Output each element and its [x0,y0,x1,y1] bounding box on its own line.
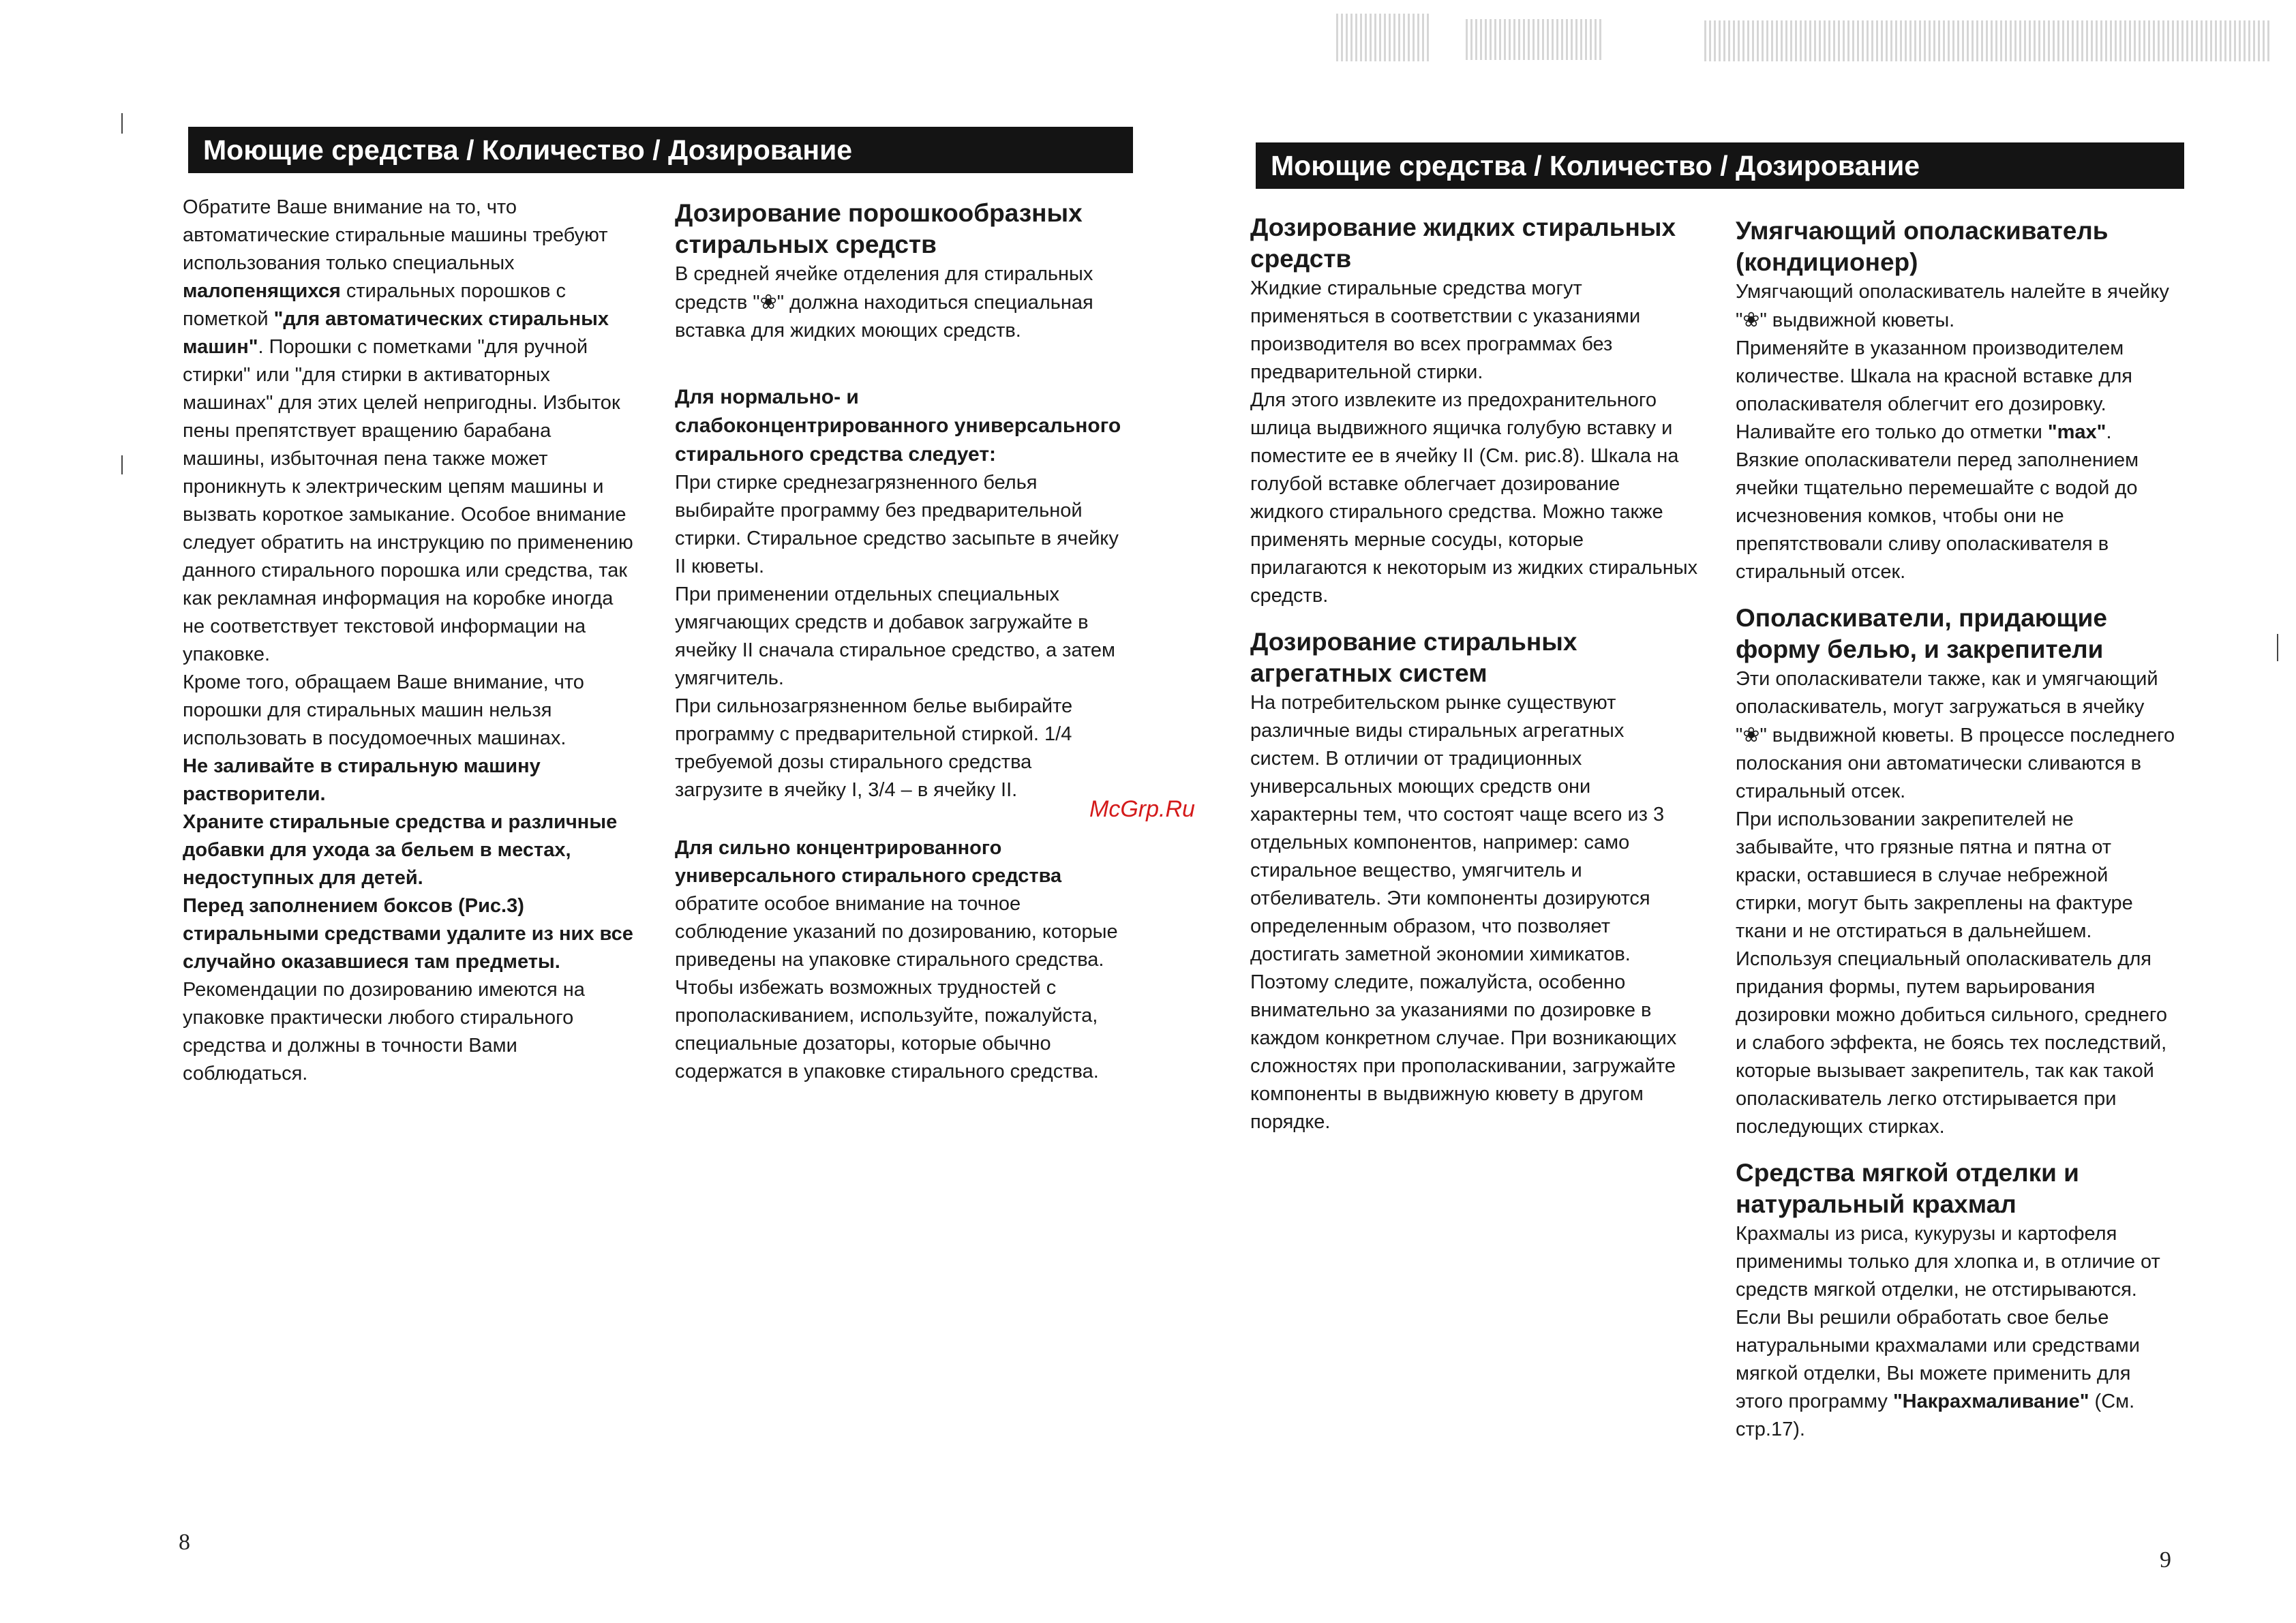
dosing-recommendation: Рекомендации по дозированию имеются на упаковке практически любого стирального средства и должны в точности Вами соблюдаться. [183,979,585,1084]
watermark: McGrp.Ru [1089,796,1195,822]
left-column-2 [675,198,1125,1086]
starch-program-paragraph: Если Вы решили обработать свое белье натуральными крахмалами или средствами мягкой отделки, Вы можете применить для этого программу "Накрахмаливание" (См. стр.17). [1736,1307,2140,1440]
softener-amount-paragraph: Применяйте в указанном производителем количестве. Шкала на красной вставке для ополаскивателя облегчит его дозировку. Наливайте его только до отметки "max". Вязкие ополаскиватели перед заполнением ячейки тщательно перемешайте с водой до исчезновения комков, чтобы они не препятствовали сливу ополаскивателя в стиральный отсек. [1736,337,2139,583]
starch-types-paragraph: Крахмалы из риса, кукурузы и картофеля применимы только для хлопка и, в отличие от средств мягкой отделки, не отстирываются. [1736,1223,2160,1301]
softener-additives-paragraph: При применении отдельных специальных умягчающих средств и добавок загружайте в ячейку II сначала стиральное средство, а затем умягчитель. [675,583,1115,689]
fixer-warning-paragraph: При использовании закрепителей не забывайте, что грязные пятна и пятна от краски, оставшиеся в случае небрежной стирки, могут быть закреплены на фактуре ткани и не отстираться в дальнейшем. [1736,808,2133,942]
heading-shaping-rinses: Ополаскиватели, придающие форму белью, и закрепители [1736,604,2107,663]
shaping-effect-paragraph: Используя специальный ополаскиватель для придания формы, путем варьирования дозировки можно добиться сильного, среднего и слабого эффекта, не боясь тех последствий, которые вызывает закрепитель, так как такой ополаскиватель легко отстирывается при последующих стирках. [1736,948,2167,1138]
shaping-rinse-paragraph: Эти ополаскиватели также, как и умягчающий ополаскиватель, могут загружаться в ячейку "❀" выдвижной кюветы. В процессе последнего полоскания они автоматически сливаются в стиральный отсек. [1736,668,2175,802]
page-number: 8 [179,1530,190,1555]
heading-powder-dosing: Дозирование порошкообразных стиральных средств [675,199,1083,258]
dishwasher-note: Кроме того, обращаем Ваше внимание, что порошки для стиральных машин нельзя использовать в посудомоечных машинах. [183,671,584,749]
section-header: Моющие средства / Количество / Дозирование [188,127,1133,173]
heavy-soil-paragraph: При сильнозагрязненном белье выбирайте программу с предварительной стиркой. 1/4 требуемой дозы стирального средства загрузите в ячейку I, 3/4 – в ячейку II. [675,695,1073,801]
right-column-2 [1736,215,2179,1444]
softener-icon: ❀ [1742,724,1760,746]
right-page [1148,0,2296,1623]
page-number: 9 [2160,1547,2171,1573]
heading-starch: Средства мягкой отделки и натуральный крахмал [1736,1159,2079,1218]
softener-fill-paragraph: Умягчающий ополаскиватель налейте в ячейку "❀" выдвижной кюветы. [1736,281,2169,331]
intro-paragraph: Обратите Ваше внимание на то, что автоматические стиральные машины требуют использования только специальных малопенящихся стиральных порошков с пометкой "для автоматических стиральных машин". Порошки с пометками "для ручной стирки" или "для стирки в активаторных машинах" для этих целей непригодны. Избыток пены препятствует вращению барабана машины, избыточная пена также может проникнуть к электрическим цепям машины и вызвать короткое замыкание. Особое внимание следует обратить на инструкцию по применению данного стирального порошка или средства, так как рекламная информация на коробке иногда не соответствует текстовой информации на упаковке. [183,196,633,665]
subheading-normal-concentration: Для нормально- и слабоконцентрированного универсального стирального средства следует: [675,386,1121,466]
warning-boxes: Перед заполнением боксов (Рис.3) стиральными средствами удалите из них все случайно оказавшиеся там предметы. [183,895,633,973]
heading-aggregate-systems: Дозирование стиральных агрегатных систем [1250,628,1577,687]
liquid-programs-paragraph: Жидкие стиральные средства могут применяться в соответствии с указаниями производителя во всех программах без предварительной стирки. [1250,277,1641,383]
right-column-1 [1250,212,1699,1136]
heading-softener: Умягчающий ополаскиватель (кондиционер) [1736,217,2109,276]
medium-soil-paragraph: При стирке среднезагрязненного белья выбирайте программу без предварительной стирки. Стиральное средство засыпьте в ячейку II кюветы. [675,472,1119,577]
powder-insert-paragraph: В средней ячейке отделения для стиральных средств "❀" должна находиться специальная вставка для жидких моющих средств. [675,263,1093,342]
section-header: Моющие средства / Количество / Дозирование [1256,142,2184,189]
softener-icon: ❀ [1742,309,1760,331]
warning-solvents: Не заливайте в стиральную машину растворители. [183,755,541,805]
aggregate-systems-paragraph: На потребительском рынке существуют различные виды стиральных агрегатных систем. В отличии от традиционных универсальных моющих средств они характерны тем, что состоят чаще всего из 3 отдельных компонентов, например: само стиральное вещество, умягчитель и отбеливатель. Эти компоненты дозируются определенным образом, что позволяет достигать заметной экономии химикатов. Поэтому следите, пожалуйста, особенно внимательно за указаниями по дозировке в каждом конкретном случае. При возникающих сложностях при прополаскивании, загружайте компоненты в выдвижную кювету в другом порядке. [1250,692,1677,1133]
softener-icon: ❀ [759,291,777,314]
high-concentration-paragraph: Для сильно концентрированного универсального стирального средства обратите особое внимание на точное соблюдение указаний по дозированию, которые приведены на упаковке стирального средства. Чтобы избежать возможных трудностей с прополаскиванием, используйте, пожалуйста, специальные дозаторы, которые обычно содержатся в упаковке стирального средства. [675,837,1118,1082]
heading-liquid-dosing: Дозирование жидких стиральных средств [1250,213,1676,273]
blue-insert-paragraph: Для этого извлеките из предохранительного шлица выдвижного ящичка голубую вставку и поместите ее в ячейку II (См. рис.8). Шкала на голубой вставке облегчает дозирование жидкого стирального средства. Можно также применять мерные сосуды, которые прилагаются к некоторым из жидких стиральных средств. [1250,389,1698,607]
left-column-1 [183,194,635,1088]
warning-children: Храните стиральные средства и различные добавки для ухода за бельем в местах, недоступных для детей. [183,811,618,889]
